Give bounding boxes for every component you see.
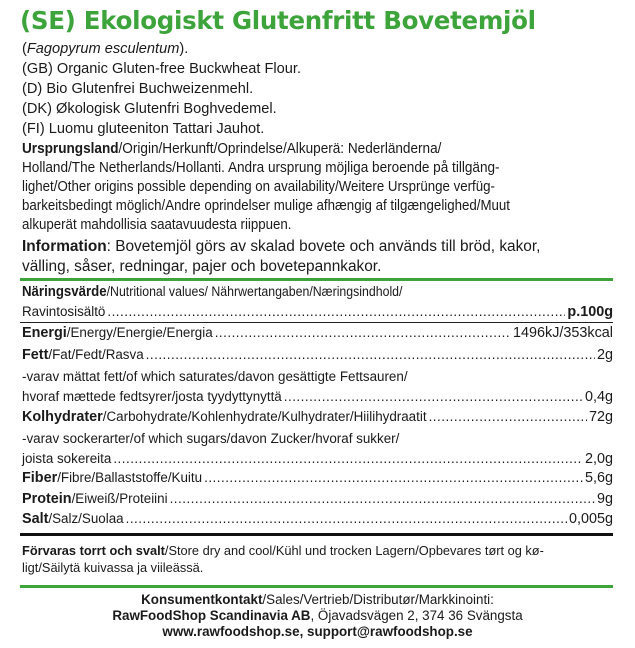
- origin-line-3: lighet/Other origins possible depending on availability/Weitere Ursprünge verfüg-: [22, 179, 495, 195]
- translation-dk: (DK) Økologisk Glutenfri Boghvedemel.: [22, 101, 277, 117]
- origin-line-4: barkeitsbedingt möglich/Andre oprindelser mulige afhængig af tilgængelighed/Muut: [22, 198, 510, 214]
- origin-line-5: alkuperät mahdollisia saatavuudesta riippuen.: [22, 217, 292, 233]
- information-heading: Information: [22, 238, 107, 255]
- storage-text: Förvaras torrt och svalt/Store dry and cool/Kühl und trocken Lagern/Opbevares tørt og kø- ligt/Säilytä kuivassa ja viileässä.: [22, 543, 544, 575]
- nutrition-row-energy: Energi/Energy/Energie/Energia ..... 1496kJ/353kcal: [22, 325, 613, 342]
- contact-web-line: www.rawfoodshop.se, support@rawfoodshop.se: [162, 624, 473, 639]
- green-divider-bottom: [20, 585, 613, 588]
- contact-heading-line: Konsumentkontakt/Sales/Vertrieb/Distributør/Markkinointi:: [141, 592, 494, 607]
- translation-gb: (GB) Organic Gluten-free Buckwheat Flour.: [22, 61, 302, 77]
- translation-de: (D) Bio Glutenfrei Buchweizenmehl.: [22, 81, 254, 97]
- nutrition-row-sugars: joista sokereita ..... 2,0g: [22, 451, 613, 468]
- nutrition-row-saturates: hvoraf mættede fedtsyrer/josta tyydyttynyttä ..... 0,4g: [22, 389, 613, 406]
- storage-heading: Förvaras torrt och svalt: [22, 543, 165, 558]
- contact-heading: Konsumentkontakt: [141, 592, 263, 607]
- product-title: (SE) Ekologiskt Glutenfritt Bovetemjöl: [20, 6, 536, 35]
- company-name: RawFoodShop Scandinavia AB: [112, 608, 311, 623]
- nutrition-heading-row: Näringsvärde/Nutritional values/ Nährwertangaben/Næringsindhold/: [22, 284, 403, 300]
- nutrition-saturates-line-1: -varav mättat fett/of which saturates/davon gesättigte Fettsauren/: [22, 369, 408, 384]
- origin-line-2: Holland/The Netherlands/Hollanti. Andra ursprung möjliga beroende på tillgäng-: [22, 160, 500, 176]
- website-link[interactable]: www.rawfoodshop.se: [162, 624, 300, 639]
- nutrition-row-salt: Salt/Salz/Suolaa ..... 0,005g: [22, 511, 613, 528]
- latin-name: (Fagopyrum esculentum).: [22, 41, 189, 57]
- contact-address-line: RawFoodShop Scandinavia AB, Öjavadsvägen 2, 374 36 Svängsta: [112, 608, 523, 623]
- information-line-1: Information: Bovetemjöl görs av skalad bovete och används till bröd, kakor,: [22, 238, 541, 255]
- nutrition-per-row: Ravintosisältö ..... p.100g: [22, 304, 613, 321]
- black-divider: [20, 533, 613, 536]
- nutrition-divider: [20, 322, 613, 323]
- origin-line-1: Ursprungsland/Origin/Herkunft/Oprindelse/Alkuperä: Nederländerna/: [22, 141, 442, 157]
- latin-name-text: Fagopyrum esculentum: [26, 41, 180, 57]
- email-link[interactable]: support@rawfoodshop.se: [307, 624, 473, 639]
- green-divider: [20, 278, 613, 281]
- nutrition-row-fiber: Fiber/Fibre/Ballaststoffe/Kuitu ..... 5,6g: [22, 470, 613, 487]
- nutrition-row-protein: Protein/Eiweiß/Proteiini ..... 9g: [22, 491, 613, 508]
- information-line-2: välling, såser, redningar, pajer och bovetepannkakor.: [22, 258, 382, 275]
- nutrition-row-carbs: Kolhydrater/Carbohydrate/Kohlenhydrate/Kulhydrater/Hiilihydraatit ..... 72g: [22, 409, 613, 426]
- nutrition-row-fat: Fett/Fat/Fedt/Rasva ..... 2g: [22, 347, 613, 364]
- origin-heading: Ursprungsland: [22, 141, 119, 157]
- translation-fi: (FI) Luomu gluteeniton Tattari Jauhot.: [22, 121, 265, 137]
- nutrition-heading: Näringsvärde: [22, 284, 107, 300]
- nutrition-sugars-line-1: -varav sockerarter/of which sugars/davon Zucker/hvoraf sukker/: [22, 431, 400, 446]
